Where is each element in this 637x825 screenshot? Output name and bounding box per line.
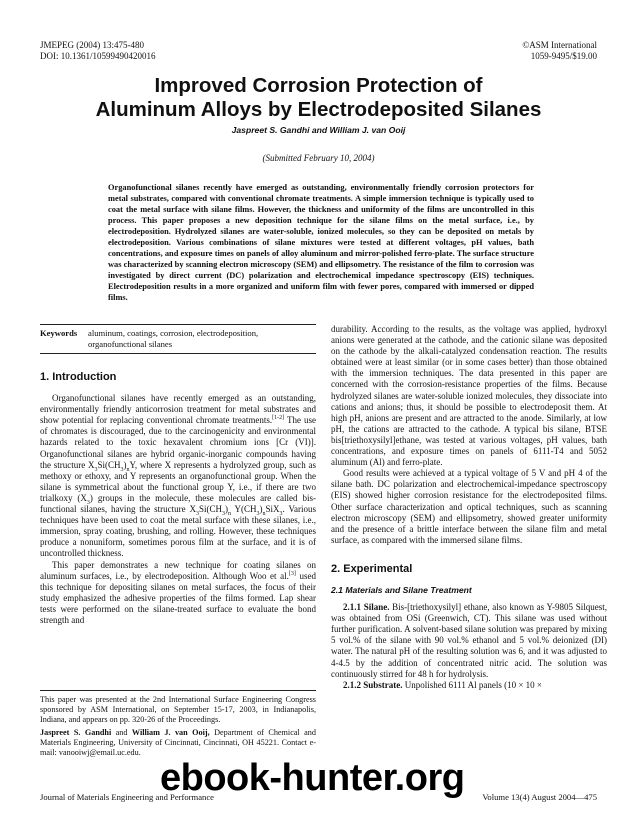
journal-header-left bbox=[40, 40, 156, 61]
doi-text: DOI: 10.1361/10599490420016 bbox=[40, 50, 156, 61]
footer-volume-page: Volume 13(4) August 2004—475 bbox=[482, 792, 597, 802]
title-line-2: Aluminum Alloys by Electrodeposited Silanes bbox=[95, 98, 542, 121]
footnote bbox=[40, 690, 316, 761]
silane-paragraph: 2.1.1 Silane. Bis-[triethoxysilyl] ethane, also known as Y-9805 Silquest, was obtained from OSi (Greenwich, CT). This silane was used without further purification. A solvent-based silane solution was prepared by mixing 5 vol.% of the silane with 90 vol.% ethanol and 5 vol.% deionized (DI) water. The natural pH of the resulting solution was 6, and it was adjusted to 4-4.5 by the addition of concentrated nitric acid. The solution was continuously stirred for 48 h for hydrolysis. bbox=[331, 602, 607, 679]
section-heading-experimental: 2. Experimental bbox=[331, 562, 413, 575]
keywords-box bbox=[40, 324, 316, 354]
keywords-label: Keywords bbox=[40, 328, 78, 338]
intro-paragraph-1: Organofunctional silanes have recently emerged as an outstanding, environmentally friendly anticorrosion treatment for metal substrates and show potential for replacing conventional chromate treatments.[1-2] The use of chromates is discouraged, due to the carcinogenicity and environmental hazards related to the toxic hexavalent chromium ions [Cr (VI)]. Organofunctional silanes are hybrid organic-inorganic compounds having the structure $X_3Si(CH_3)_nY$, where X represents a hydrolyzed group, such as methoxy or ethoxy, and Y represents an organofunctional group. When the silane is symmetrical about the functional group Y, i.e., if there are two trialkoxy $(X_3)$ groups in the molecule, these molecules are called bis-functional silanes, having the structure $X_3Si(CH_3)_n$ $Y(CH_3)_nSiX_3$. Various techniques have been used to coat the metal surface with these silanes, i.e., immersion, spray coating, brushing, and rolling. However, these techniques produce a nonuniform, sometimes porous film at the surface, and it is of uncontrolled thickness. bbox=[40, 393, 317, 559]
submission-date: (Submitted February 10, 2004) bbox=[262, 153, 375, 163]
issn-text: 1059-9495/$19.00 bbox=[530, 50, 597, 61]
right-column bbox=[331, 324, 607, 691]
title-line-1: Improved Corrosion Protection of bbox=[154, 74, 483, 97]
footer-journal-name: Journal of Materials Engineering and Performance bbox=[40, 792, 214, 802]
substrate-paragraph: 2.1.2 Substrate. Unpolished 6111 Al panels (10 × 10 × bbox=[343, 679, 542, 690]
article-title bbox=[40, 74, 597, 122]
publisher-text: ©ASM International bbox=[522, 40, 597, 50]
intro-paragraph-4: Good results were achieved at a typical voltage of 5 V and pH 4 of the silane bath. DC polarization and electrochemical-impedance spectroscopy (EIS) showed higher corrosion resistance for the electrodeposited films. Other surface characterization and optical techniques, such as scanning electron microscopy (SEM) and ellipsometry, showed greater uniformity and the presence of a brittle interface between the silane film and metal surface, as compared with the immersed silane films. bbox=[331, 468, 607, 545]
watermark-text: ebook-hunter.org bbox=[160, 757, 465, 799]
footnote-conference: This paper was presented at the 2nd International Surface Engineering Congress sponsored by ASM International, on September 15-17, 2003, in Indianapolis, Indiana, and appears on pp. 320-26 of the Proceedings. bbox=[40, 695, 316, 724]
keywords-text: aluminum, coatings, corrosion, electrodeposition, organofunctional silanes bbox=[88, 328, 259, 349]
abstract: Organofunctional silanes recently have emerged as outstanding, environmentally friendly corrosion protectors for metal substrates, compared with conventional chromate treatments. A simple immersion technique is typically used to coat the metal surface with silane films. However, the thickness and uniformity of the films are uncontrolled in this process. This paper proposes a new deposition technique for the silane films on the metal surface, i.e., by electrodeposition. Hydrolyzed silanes are water-soluble, ionized molecules, so they can be deposited on metals by electrodeposition. Various combinations of silane mixtures were tested at different voltages, pH values, bath concentrations, and exposure times on panels of alloy aluminum and mirror-polished ferro-plate. The surface structure was characterized by scanning electron microscopy (SEM) and ellipsometry. The resistance of the film to corrosion was investigated by direct current (DC) polarization and electrochemical impedance spectroscopy (EIS) techniques. Electrodeposition results in a more organized and uniform film with fewer pores, compared with immersed or dipped films. bbox=[108, 183, 534, 302]
journal-citation: JMEPEG (2004) 13:475-480 bbox=[40, 40, 144, 50]
left-column bbox=[40, 324, 316, 626]
author-list: Jaspreet S. Gandhi and William J. van Ooij bbox=[231, 125, 406, 135]
intro-paragraph-3: durability. According to the results, as the voltage was applied, hydroxyl anions were generated at the cathode, and the cationic silane was deposited on the cathode by the alkali-catalyzed condensation reaction. The results obtained were at least similar (or in some cases better) than those obtained with the immersion techniques. The data presented in this paper are concerned with the corrosion-resistance properties of the films. Because hydrolyzed silanes are water-soluble ionized molecules, they dissociate into cations and anions; thus, it should be possible to electrodeposit them. At high pH, anions are present and are attracted to the anode. Similarly, at low pH, the cations are attracted to the cathode. A typical bis silane, BTSE bis[triethoxysilyl]ethane, was tested at various voltages, pH values, bath concentrations, and exposure times on panels of 6111-T4 and 5052 aluminum (Al) and ferro-plate. bbox=[331, 324, 607, 468]
footnote-affiliation: Jaspreet S. Gandhi and William J. van Ooij, Department of Chemical and Materials Engineering, University of Cincinnati, Cincinnati, OH 45221. Contact e-mail: vanooiwj@email.uc.edu. bbox=[40, 728, 316, 757]
journal-header-right bbox=[522, 40, 597, 61]
subsection-heading-materials: 2.1 Materials and Silane Treatment bbox=[331, 584, 472, 595]
section-heading-introduction: 1. Introduction bbox=[40, 371, 117, 383]
intro-paragraph-2: This paper demonstrates a new technique for coating silanes on aluminum surfaces, i.e., by electrodeposition. Although Woo et al.[3] used this technique for depositing silanes on metal surfaces, the focus of their study emphasized the adhesive properties of the films formed. Lap shear tests were performed on the silane-treated surface to evaluate the bond strength and bbox=[40, 559, 317, 625]
